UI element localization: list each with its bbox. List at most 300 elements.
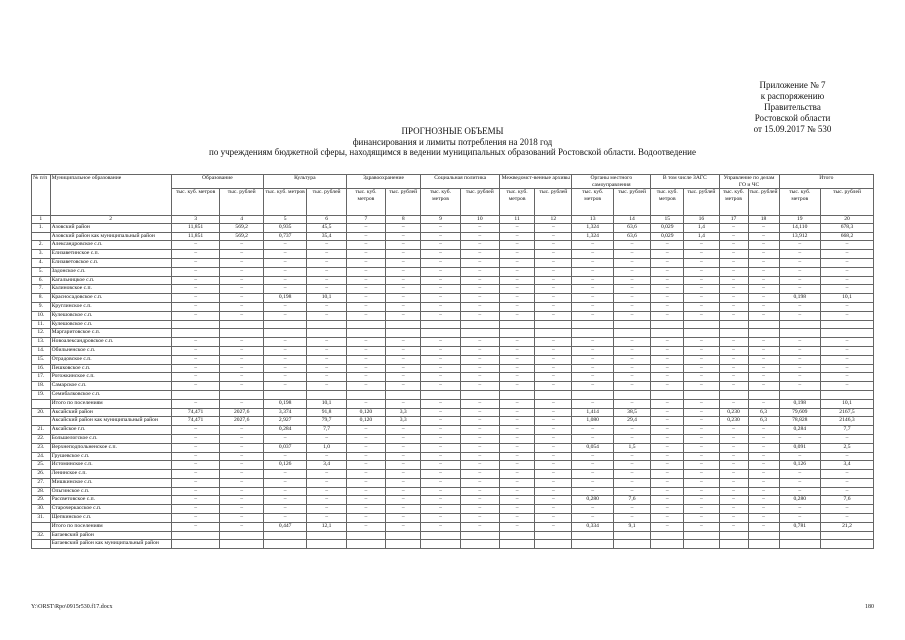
value-cell: – bbox=[821, 382, 874, 391]
value-cell: – bbox=[307, 346, 346, 355]
value-cell: – bbox=[421, 294, 460, 303]
value-cell: – bbox=[346, 434, 385, 443]
value-cell: – bbox=[651, 496, 684, 505]
row-number: 30. bbox=[32, 505, 51, 514]
value-cell: 45,5 bbox=[307, 223, 346, 232]
value-cell bbox=[684, 329, 719, 338]
value-cell bbox=[263, 320, 306, 329]
value-cell: – bbox=[500, 267, 535, 276]
value-cell: – bbox=[307, 250, 346, 259]
value-cell: – bbox=[572, 355, 613, 364]
value-cell: – bbox=[220, 399, 264, 408]
value-cell: – bbox=[263, 258, 306, 267]
value-cell: – bbox=[421, 487, 460, 496]
value-cell: – bbox=[500, 434, 535, 443]
value-cell: 0,198 bbox=[263, 294, 306, 303]
row-number: 13. bbox=[32, 338, 51, 347]
value-cell: – bbox=[263, 478, 306, 487]
value-cell: – bbox=[535, 514, 572, 523]
value-cell: – bbox=[613, 355, 650, 364]
value-cell: – bbox=[171, 487, 220, 496]
municipality-name: Ольгинское с.п. bbox=[50, 487, 171, 496]
value-cell bbox=[651, 540, 684, 549]
value-cell: – bbox=[307, 311, 346, 320]
value-cell: – bbox=[821, 505, 874, 514]
value-cell: 1,324 bbox=[572, 223, 613, 232]
value-cell: – bbox=[421, 382, 460, 391]
value-cell: – bbox=[748, 373, 779, 382]
value-cell: – bbox=[220, 487, 264, 496]
value-cell: – bbox=[220, 346, 264, 355]
value-cell bbox=[263, 531, 306, 540]
value-cell: – bbox=[719, 241, 748, 250]
header-unit: тыс. рублей bbox=[535, 189, 572, 216]
header-column-number: 6 bbox=[307, 216, 346, 224]
row-number: 31. bbox=[32, 514, 51, 523]
municipality-name: Азовский район как муниципальный район bbox=[50, 232, 171, 241]
value-cell: – bbox=[386, 487, 421, 496]
value-cell: – bbox=[421, 355, 460, 364]
value-cell bbox=[535, 390, 572, 399]
value-cell: 63,6 bbox=[613, 232, 650, 241]
value-cell: – bbox=[386, 311, 421, 320]
value-cell: – bbox=[748, 250, 779, 259]
value-cell: – bbox=[684, 487, 719, 496]
value-cell: – bbox=[748, 487, 779, 496]
value-cell: – bbox=[460, 496, 499, 505]
value-cell: 13,912 bbox=[779, 232, 820, 241]
value-cell: – bbox=[346, 522, 385, 531]
value-cell bbox=[651, 531, 684, 540]
row-number: 23. bbox=[32, 443, 51, 452]
value-cell: 1,5 bbox=[613, 443, 650, 452]
municipality-name: Грушевское с.п. bbox=[50, 452, 171, 461]
value-cell: – bbox=[821, 355, 874, 364]
table-row bbox=[32, 373, 874, 382]
value-cell bbox=[460, 540, 499, 549]
table-row bbox=[32, 531, 874, 540]
value-cell: – bbox=[779, 250, 820, 259]
value-cell: – bbox=[535, 408, 572, 417]
value-cell: – bbox=[386, 478, 421, 487]
row-number: 26. bbox=[32, 470, 51, 479]
value-cell: – bbox=[684, 417, 719, 426]
value-cell: – bbox=[220, 443, 264, 452]
value-cell: – bbox=[719, 443, 748, 452]
value-cell: 10,1 bbox=[821, 399, 874, 408]
value-cell bbox=[821, 390, 874, 399]
value-cell: – bbox=[684, 346, 719, 355]
value-cell: – bbox=[220, 285, 264, 294]
header-column-number: 2 bbox=[50, 216, 171, 224]
value-cell: – bbox=[421, 276, 460, 285]
value-cell bbox=[346, 320, 385, 329]
municipality-name: Елизаветовское с.п. bbox=[50, 258, 171, 267]
value-cell: – bbox=[460, 434, 499, 443]
value-cell: – bbox=[572, 461, 613, 470]
value-cell: – bbox=[651, 487, 684, 496]
value-cell: – bbox=[421, 311, 460, 320]
header-unit: тыс. куб. метров bbox=[779, 189, 820, 216]
value-cell: – bbox=[171, 294, 220, 303]
header-group: В том числе ЗАГС bbox=[651, 175, 719, 189]
value-cell bbox=[779, 320, 820, 329]
value-cell: – bbox=[613, 478, 650, 487]
header-number: № п/п bbox=[32, 175, 51, 216]
value-cell bbox=[460, 390, 499, 399]
value-cell: – bbox=[572, 338, 613, 347]
value-cell: – bbox=[719, 514, 748, 523]
value-cell: – bbox=[535, 258, 572, 267]
table-row bbox=[32, 329, 874, 338]
value-cell bbox=[613, 320, 650, 329]
value-cell: – bbox=[719, 302, 748, 311]
value-cell: – bbox=[821, 285, 874, 294]
value-cell: – bbox=[421, 514, 460, 523]
value-cell: – bbox=[684, 505, 719, 514]
value-cell: – bbox=[500, 302, 535, 311]
value-cell: – bbox=[821, 514, 874, 523]
value-cell: – bbox=[500, 443, 535, 452]
value-cell: – bbox=[171, 496, 220, 505]
value-cell: – bbox=[346, 461, 385, 470]
table-row bbox=[32, 338, 874, 347]
value-cell bbox=[651, 329, 684, 338]
value-cell: – bbox=[500, 382, 535, 391]
value-cell bbox=[307, 390, 346, 399]
value-cell: – bbox=[719, 223, 748, 232]
value-cell: 2,5 bbox=[821, 443, 874, 452]
table-row bbox=[32, 346, 874, 355]
value-cell: 12,1 bbox=[307, 522, 346, 531]
table-row bbox=[32, 443, 874, 452]
value-cell: – bbox=[821, 338, 874, 347]
value-cell: – bbox=[263, 382, 306, 391]
value-cell: – bbox=[613, 241, 650, 250]
value-cell: – bbox=[535, 232, 572, 241]
value-cell: 569,2 bbox=[220, 223, 264, 232]
value-cell: 3,3 bbox=[386, 408, 421, 417]
value-cell: – bbox=[346, 285, 385, 294]
value-cell: – bbox=[346, 258, 385, 267]
row-number: 24. bbox=[32, 452, 51, 461]
value-cell: – bbox=[748, 478, 779, 487]
value-cell: – bbox=[346, 382, 385, 391]
table-row bbox=[32, 505, 874, 514]
value-cell: – bbox=[346, 346, 385, 355]
value-cell: – bbox=[651, 364, 684, 373]
value-cell: – bbox=[171, 267, 220, 276]
value-cell: – bbox=[263, 276, 306, 285]
value-cell: – bbox=[500, 505, 535, 514]
value-cell: – bbox=[263, 346, 306, 355]
value-cell: – bbox=[779, 452, 820, 461]
header-column-number: 15 bbox=[651, 216, 684, 224]
value-cell: 11,851 bbox=[171, 223, 220, 232]
value-cell: – bbox=[171, 355, 220, 364]
value-cell: – bbox=[572, 276, 613, 285]
value-cell: – bbox=[220, 434, 264, 443]
value-cell bbox=[613, 329, 650, 338]
value-cell: – bbox=[719, 452, 748, 461]
value-cell: – bbox=[220, 355, 264, 364]
value-cell: 0,284 bbox=[263, 426, 306, 435]
table-row bbox=[32, 355, 874, 364]
limits-table bbox=[31, 174, 874, 549]
value-cell: – bbox=[171, 399, 220, 408]
header-group: Культура bbox=[263, 175, 346, 189]
value-cell: – bbox=[821, 452, 874, 461]
header-unit: тыс. куб. метров bbox=[171, 189, 220, 216]
value-cell: – bbox=[460, 417, 499, 426]
value-cell: – bbox=[748, 311, 779, 320]
value-cell: – bbox=[346, 505, 385, 514]
table-row bbox=[32, 540, 874, 549]
municipality-name: Самарское с.п. bbox=[50, 382, 171, 391]
table-row bbox=[32, 461, 874, 470]
value-cell bbox=[171, 320, 220, 329]
value-cell: – bbox=[651, 241, 684, 250]
value-cell: – bbox=[535, 470, 572, 479]
value-cell: – bbox=[220, 505, 264, 514]
value-cell: – bbox=[386, 373, 421, 382]
municipality-name: Итого по поселениям bbox=[50, 399, 171, 408]
value-cell: – bbox=[500, 364, 535, 373]
value-cell: – bbox=[572, 426, 613, 435]
value-cell: – bbox=[346, 373, 385, 382]
value-cell: – bbox=[460, 338, 499, 347]
value-cell: 63,6 bbox=[613, 223, 650, 232]
value-cell bbox=[421, 531, 460, 540]
municipality-name: Рассветовское с.п. bbox=[50, 496, 171, 505]
value-cell: – bbox=[719, 478, 748, 487]
value-cell: 2,927 bbox=[263, 417, 306, 426]
value-cell: – bbox=[651, 382, 684, 391]
value-cell: 0,447 bbox=[263, 522, 306, 531]
value-cell: – bbox=[684, 470, 719, 479]
table-row bbox=[32, 434, 874, 443]
value-cell: – bbox=[386, 496, 421, 505]
value-cell: – bbox=[460, 478, 499, 487]
value-cell: – bbox=[460, 267, 499, 276]
header-unit: тыс. рублей bbox=[307, 189, 346, 216]
value-cell: – bbox=[460, 382, 499, 391]
municipality-name: Александровское с.п. bbox=[50, 241, 171, 250]
value-cell: – bbox=[307, 241, 346, 250]
value-cell: – bbox=[748, 346, 779, 355]
value-cell bbox=[613, 390, 650, 399]
row-number bbox=[32, 540, 51, 549]
value-cell bbox=[460, 531, 499, 540]
value-cell bbox=[651, 390, 684, 399]
value-cell bbox=[171, 329, 220, 338]
value-cell: 38,5 bbox=[613, 408, 650, 417]
value-cell: – bbox=[307, 302, 346, 311]
value-cell: – bbox=[346, 443, 385, 452]
value-cell bbox=[535, 531, 572, 540]
value-cell: – bbox=[719, 311, 748, 320]
value-cell: – bbox=[684, 241, 719, 250]
value-cell: – bbox=[779, 267, 820, 276]
value-cell: – bbox=[821, 373, 874, 382]
row-number: 17. bbox=[32, 373, 51, 382]
value-cell: 1,4 bbox=[684, 232, 719, 241]
municipality-name: Кулешовское с.п. bbox=[50, 311, 171, 320]
value-cell bbox=[821, 329, 874, 338]
value-cell: – bbox=[535, 417, 572, 426]
value-cell: – bbox=[346, 399, 385, 408]
value-cell: – bbox=[651, 426, 684, 435]
value-cell: – bbox=[613, 346, 650, 355]
row-number: 6. bbox=[32, 276, 51, 285]
table-body bbox=[32, 223, 874, 548]
value-cell bbox=[386, 531, 421, 540]
value-cell: – bbox=[263, 434, 306, 443]
value-cell: – bbox=[346, 470, 385, 479]
value-cell: – bbox=[535, 338, 572, 347]
value-cell: – bbox=[613, 338, 650, 347]
value-cell: – bbox=[535, 364, 572, 373]
value-cell: 3,4 bbox=[821, 461, 874, 470]
value-cell bbox=[460, 320, 499, 329]
value-cell: – bbox=[386, 338, 421, 347]
value-cell: – bbox=[460, 443, 499, 452]
value-cell: – bbox=[684, 408, 719, 417]
value-cell bbox=[684, 531, 719, 540]
value-cell bbox=[684, 320, 719, 329]
value-cell: – bbox=[684, 434, 719, 443]
value-cell: – bbox=[500, 250, 535, 259]
value-cell: – bbox=[535, 478, 572, 487]
row-number: 8. bbox=[32, 294, 51, 303]
table-row bbox=[32, 302, 874, 311]
header-unit: тыс. рублей bbox=[220, 189, 264, 216]
value-cell: 0,935 bbox=[263, 223, 306, 232]
value-cell: – bbox=[421, 364, 460, 373]
value-cell: – bbox=[821, 487, 874, 496]
value-cell: – bbox=[613, 250, 650, 259]
value-cell: – bbox=[263, 470, 306, 479]
value-cell: – bbox=[263, 267, 306, 276]
municipality-name: Новоалександровское с.п. bbox=[50, 338, 171, 347]
value-cell: – bbox=[821, 311, 874, 320]
value-cell: – bbox=[779, 285, 820, 294]
value-cell: – bbox=[719, 276, 748, 285]
value-cell: – bbox=[460, 302, 499, 311]
value-cell: – bbox=[421, 258, 460, 267]
value-cell: – bbox=[263, 302, 306, 311]
value-cell: – bbox=[779, 355, 820, 364]
value-cell: 0,120 bbox=[346, 417, 385, 426]
value-cell: 3,3 bbox=[386, 417, 421, 426]
value-cell: – bbox=[460, 294, 499, 303]
value-cell bbox=[421, 320, 460, 329]
value-cell: – bbox=[748, 241, 779, 250]
value-cell: – bbox=[346, 487, 385, 496]
value-cell: – bbox=[684, 311, 719, 320]
value-cell: – bbox=[684, 522, 719, 531]
value-cell: – bbox=[719, 267, 748, 276]
value-cell: – bbox=[684, 338, 719, 347]
table-row bbox=[32, 320, 874, 329]
value-cell: 6,3 bbox=[748, 417, 779, 426]
value-cell: – bbox=[171, 434, 220, 443]
header-column-number: 7 bbox=[346, 216, 385, 224]
value-cell: – bbox=[500, 461, 535, 470]
value-cell: – bbox=[613, 302, 650, 311]
value-cell: – bbox=[500, 241, 535, 250]
value-cell: 0,198 bbox=[779, 294, 820, 303]
value-cell: – bbox=[220, 452, 264, 461]
value-cell: – bbox=[613, 470, 650, 479]
value-cell bbox=[572, 531, 613, 540]
value-cell: – bbox=[460, 373, 499, 382]
value-cell: – bbox=[263, 338, 306, 347]
value-cell: – bbox=[386, 241, 421, 250]
value-cell bbox=[719, 329, 748, 338]
value-cell: – bbox=[613, 487, 650, 496]
value-cell: – bbox=[748, 461, 779, 470]
value-cell: – bbox=[220, 478, 264, 487]
header-column-number: 13 bbox=[572, 216, 613, 224]
value-cell: – bbox=[386, 346, 421, 355]
value-cell bbox=[421, 540, 460, 549]
value-cell: – bbox=[421, 434, 460, 443]
value-cell: – bbox=[263, 496, 306, 505]
municipality-name: Рогожкинское с.п. bbox=[50, 373, 171, 382]
value-cell: – bbox=[613, 258, 650, 267]
value-cell: – bbox=[613, 426, 650, 435]
header-column-number: 14 bbox=[613, 216, 650, 224]
value-cell: – bbox=[651, 355, 684, 364]
header-unit: тыс. куб. метров bbox=[421, 189, 460, 216]
value-cell bbox=[613, 540, 650, 549]
value-cell: 0,230 bbox=[719, 408, 748, 417]
value-cell: – bbox=[346, 294, 385, 303]
row-number: 7. bbox=[32, 285, 51, 294]
header-group: Органы местного самоуправления bbox=[572, 175, 651, 189]
appendix-line: Ростовской области bbox=[754, 113, 831, 123]
table-row bbox=[32, 294, 874, 303]
value-cell: – bbox=[779, 258, 820, 267]
value-cell: – bbox=[684, 514, 719, 523]
value-cell: – bbox=[346, 355, 385, 364]
value-cell bbox=[307, 540, 346, 549]
row-number: 28. bbox=[32, 487, 51, 496]
value-cell: – bbox=[535, 443, 572, 452]
value-cell: – bbox=[572, 346, 613, 355]
value-cell: – bbox=[346, 426, 385, 435]
value-cell: – bbox=[684, 426, 719, 435]
value-cell: – bbox=[779, 514, 820, 523]
table-row bbox=[32, 514, 874, 523]
value-cell: – bbox=[535, 505, 572, 514]
row-number: 11. bbox=[32, 320, 51, 329]
value-cell: – bbox=[421, 338, 460, 347]
value-cell: – bbox=[460, 522, 499, 531]
value-cell: – bbox=[220, 276, 264, 285]
value-cell: – bbox=[460, 452, 499, 461]
value-cell: – bbox=[421, 241, 460, 250]
table-row bbox=[32, 241, 874, 250]
value-cell: – bbox=[386, 223, 421, 232]
value-cell: – bbox=[307, 258, 346, 267]
title-heading: ПРОГНОЗНЫЕ ОБЪЕМЫ bbox=[401, 126, 504, 136]
value-cell: – bbox=[719, 338, 748, 347]
value-cell: – bbox=[500, 452, 535, 461]
value-cell: – bbox=[535, 399, 572, 408]
row-number: 21. bbox=[32, 426, 51, 435]
